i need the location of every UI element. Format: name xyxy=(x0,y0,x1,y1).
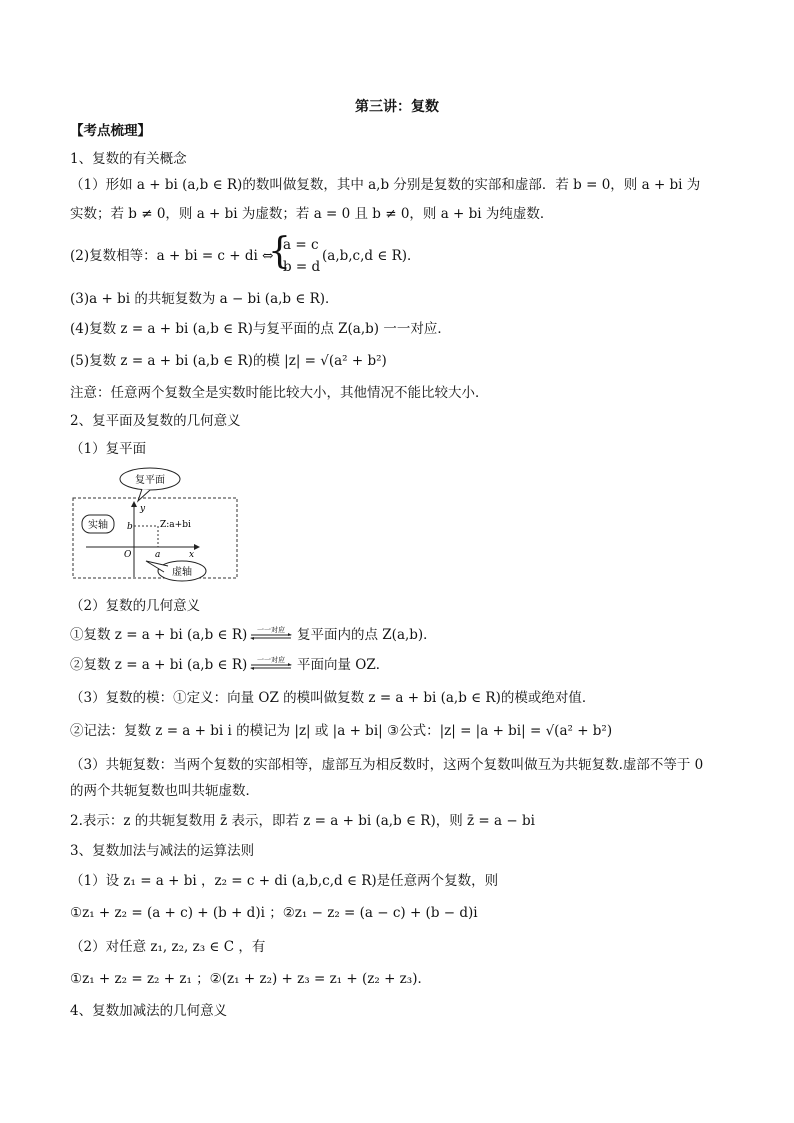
callout-imag-tail xyxy=(146,561,168,572)
arrow-2-left-head xyxy=(250,667,254,670)
page-title: 第三讲：复数 xyxy=(355,99,439,115)
callout-plane-label: 复平面 xyxy=(135,475,165,486)
line-geo-2-right: 平面向量 OZ． xyxy=(297,657,390,673)
arrow-1-left-head xyxy=(250,637,254,640)
line-modulus-definition: （3）复数的模：①定义：向量 OZ 的模叫做复数 z = a + bi (a,b ∈ R)的模或绝对值． xyxy=(70,690,596,706)
line-correspondence: (4)复数 z = a + bi (a,b ∈ R)与复平面的点 Z(a,b) 一一对应． xyxy=(70,321,451,337)
tick-b-label: b xyxy=(127,522,133,532)
line-laws-setup: （2）对任意 z₁, z₂, z₃ ∈ C ，有 xyxy=(70,939,266,955)
bijection-arrow-2 xyxy=(248,654,294,674)
line-note: 注意：任意两个复数全是实数时能比较大小，其他情况不能比较大小． xyxy=(70,385,489,401)
arrow-1-right-head xyxy=(288,633,292,636)
axis-x-label: x xyxy=(189,550,195,560)
line-geo-1-right: 复平面内的点 Z(a,b)． xyxy=(297,627,437,643)
line-equality: (2)复数相等：a + bi = c + di ⇔ xyxy=(70,248,274,264)
line-conjugate-definition-cont: 的两个共轭复数也叫共轭虚数． xyxy=(70,783,259,799)
line-geometric-addition-heading: 4、复数加减法的几何意义 xyxy=(70,1003,228,1019)
line-modulus-notation: ②记法：复数 z = a + bi i 的模记为 |z| 或 |a + bi| ③公式：|z| = |a + bi| = √(a² + b²) xyxy=(70,723,613,739)
line-geo-2-left: ②复数 z = a + bi (a,b ∈ R) xyxy=(70,657,248,673)
point-z-label: Z:a+bi xyxy=(160,520,191,530)
origin-label: O xyxy=(124,550,132,560)
callout-imag-label: 虚轴 xyxy=(172,567,192,578)
line-definition-cont: 实数；若 b ≠ 0，则 a + bi 为虚数；若 a = 0 且 b ≠ 0，则 a + bi 为纯虚数． xyxy=(70,206,554,222)
equality-domain: (a,b,c,d ∈ R)． xyxy=(322,248,421,264)
line-conjugate: (3)a + bi 的共轭复数为 a − bi (a,b ∈ R)． xyxy=(70,291,339,307)
line-geo-1-left: ①复数 z = a + bi (a,b ∈ R) xyxy=(70,627,248,643)
line-laws: ①z₁ + z₂ = z₂ + z₁ ；②(z₁ + z₂) + z₃ = z₁ + (z₂ + z₃)． xyxy=(70,971,431,987)
axis-y-label: y xyxy=(140,504,146,514)
y-axis-arrow xyxy=(131,501,137,507)
line-plane-sub: （1）复平面 xyxy=(70,441,147,457)
line-addition-setup: （1）设 z₁ = a + bi ，z₂ = c + di (a,b,c,d ∈ R)是任意两个复数，则 xyxy=(70,873,499,889)
line-modulus: (5)复数 z = a + bi (a,b ∈ R)的模 |z| = √(a² + b²) xyxy=(70,353,387,369)
line-addition-rules: ①z₁ + z₂ = (a + c) + (b + d)i ；②z₁ − z₂ = (a − c) + (b − d)i xyxy=(70,905,478,921)
line-addition-heading: 3、复数加法与减法的运算法则 xyxy=(70,843,255,859)
equality-cond-2: b = d xyxy=(283,259,321,275)
line-concepts-heading: 1、复数的有关概念 xyxy=(70,151,187,167)
complex-plane-figure xyxy=(72,465,242,585)
line-conjugate-definition: （3）共轭复数：当两个复数的实部相等，虚部互为相反数时，这两个复数叫做互为共轭复数.虚部不等于 0 xyxy=(70,757,704,773)
line-plane-heading: 2、复平面及复数的几何意义 xyxy=(70,413,241,429)
brace-symbol: { xyxy=(268,231,291,272)
arrow-1-label: 一一对应 xyxy=(257,626,285,634)
arrow-2-right-head xyxy=(288,663,292,666)
bijection-arrow-1 xyxy=(248,624,294,644)
line-geometric-heading: （2）复数的几何意义 xyxy=(70,598,201,614)
tick-a-label: a xyxy=(155,550,161,560)
equality-cond-1: a = c xyxy=(283,237,319,253)
arrow-2-label: 一一对应 xyxy=(257,656,285,664)
x-axis-arrow xyxy=(194,544,200,550)
line-conjugate-notation: 2.表示：z 的共轭复数用 z̄ 表示，即若 z = a + bi (a,b ∈ R)，则 z̄ = a − bi xyxy=(70,813,535,829)
line-definition: （1）形如 a + bi (a,b ∈ R)的数叫做复数，其中 a,b 分别是复数的实部和虚部．若 b = 0，则 a + bi 为 xyxy=(70,177,701,193)
callout-plane-tail xyxy=(138,489,150,501)
callout-real-label: 实轴 xyxy=(88,520,108,531)
section-heading: 【考点梳理】 xyxy=(70,123,151,139)
